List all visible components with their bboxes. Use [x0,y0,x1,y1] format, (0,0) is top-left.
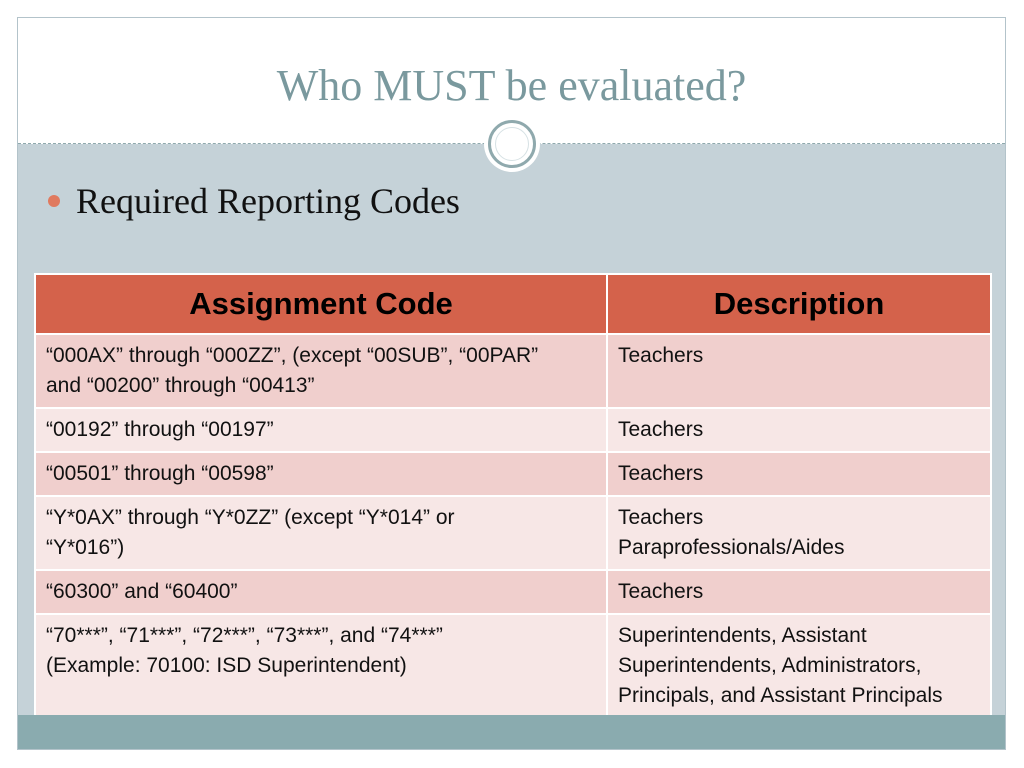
cell-line: “000AX” through “000ZZ”, (except “00SUB”, “00PAR” [46,344,539,367]
cell-line: (Example: 70100: ISD Superintendent) [46,654,407,677]
bullet-item [48,180,460,222]
cell-description [607,614,991,718]
cell-line: Principals, and Assistant Principals [618,684,943,707]
header-description: Description [607,274,991,334]
bullet-dot-icon [48,195,60,207]
bullet-text: Required Reporting Codes [76,181,460,221]
cell-description [607,452,991,496]
table-row [35,334,991,408]
footer-band [18,715,1005,749]
cell-line: “60300” and “60400” [46,580,238,603]
ornament-center [495,127,529,161]
header-assignment-code: Assignment Code [35,274,607,334]
cell-line: Teachers [618,418,704,441]
cell-assignment-code [35,570,607,614]
cell-line: Teachers [618,344,704,367]
table-row [35,496,991,570]
cell-assignment-code [35,452,607,496]
cell-description [607,408,991,452]
table-row [35,408,991,452]
reporting-codes-table [34,273,992,719]
cell-line: Superintendents, Assistant [618,624,867,647]
cell-line: and “00200” through “00413” [46,374,315,397]
slide-title: Who MUST be evaluated? [276,61,747,110]
cell-line: Paraprofessionals/Aides [618,536,845,559]
cell-line: “Y*016”) [46,536,125,559]
cell-description [607,334,991,408]
cell-line: “70***”, “71***”, “72***”, “73***”, and “74***” [46,624,443,647]
cell-line: Teachers [618,506,704,529]
cell-assignment-code [35,614,607,718]
cell-line: Teachers [618,580,704,603]
table-header-row [35,274,991,334]
slide [17,17,1006,750]
table-row [35,570,991,614]
cell-line: Teachers [618,462,704,485]
circle-ornament-icon [484,116,540,172]
cell-assignment-code [35,408,607,452]
cell-description [607,496,991,570]
cell-assignment-code [35,496,607,570]
cell-assignment-code [35,334,607,408]
cell-line: Superintendents, Administrators, [618,654,922,677]
cell-description [607,570,991,614]
table-row [35,452,991,496]
cell-line: “Y*0AX” through “Y*0ZZ” (except “Y*014” or [46,506,455,529]
table-body [35,334,991,718]
table-row [35,614,991,718]
cell-line: “00501” through “00598” [46,462,274,485]
cell-line: “00192” through “00197” [46,418,274,441]
